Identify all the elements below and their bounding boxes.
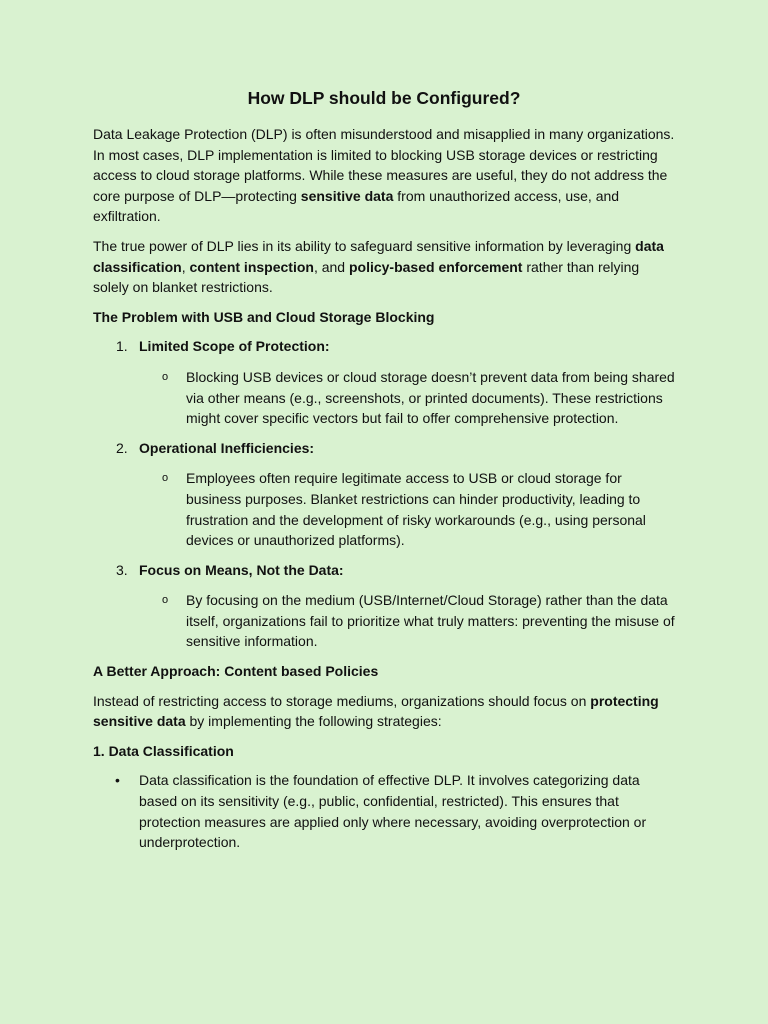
issue-title-text: Focus on Means, Not the Data:	[139, 561, 344, 578]
issue-number: 2.	[116, 439, 128, 456]
classification-text: Data classification is the foundation of effective DLP. It involves categorizing data based on its sensitivity (e.g., public, confidential, restricted). This ensures that protection measures are applied only where necessary, avoiding overprotection or underprotection.	[139, 772, 647, 851]
approach-text-1: Instead of restricting access to storage mediums, organizations should focus on	[93, 692, 591, 709]
hollow-bullet-icon: o	[162, 370, 169, 383]
issue-title-text: Operational Inefficiencies:	[139, 439, 315, 456]
power-bold-data-classification: data classification	[93, 237, 664, 275]
list-item	[93, 438, 675, 551]
issue-detail-text: Employees often require legitimate access to USB or cloud storage for business purposes. Blanket restrictions can hinder productivity, leading to frustration and the development of risky workarounds (e.g., using personal devices or unauthorized platforms).	[186, 470, 646, 549]
problem-heading: The Problem with USB and Cloud Storage Blocking	[93, 308, 435, 325]
intro-text-2: from unauthorized access, use, and exfiltration.	[93, 187, 620, 225]
issue-title-text: Limited Scope of Protection:	[139, 338, 330, 355]
intro-bold-sensitive-data: sensitive data	[300, 187, 394, 204]
issue-detail-text: Blocking USB devices or cloud storage doesn’t prevent data from being shared via other means (e.g., screenshots, or printed documents). These restrictions might cover specific vectors but fail to offer comprehensive protection.	[186, 368, 675, 427]
issue-detail-text: By focusing on the medium (USB/Internet/Cloud Storage) rather than the data itself, organizations fail to prioritize what truly matters: preventing the misuse of sensitive information.	[186, 592, 675, 650]
list-item	[93, 560, 675, 652]
issue-detail	[93, 367, 675, 429]
power-text-2: ,	[181, 258, 190, 275]
issue-title	[93, 560, 675, 581]
approach-heading: A Better Approach: Content based Policies	[93, 663, 379, 680]
classification-heading: 1. Data Classification	[93, 742, 234, 759]
issue-number: 1.	[116, 338, 128, 355]
approach-text-2: by implementing the following strategies:	[185, 713, 442, 730]
approach-bold-protecting: protecting sensitive data	[93, 692, 659, 730]
issue-detail	[93, 468, 675, 550]
intro-text-1: Data Leakage Protection (DLP) is often misunderstood and misapplied in many organizations. In most cases, DLP implementation is limited to blocking USB storage devices or restricting access to cloud storage platforms. While these measures are useful, they do not address the core purpose of DLP—protecting	[93, 126, 675, 204]
approach-paragraph	[93, 691, 675, 732]
issues-list	[93, 336, 675, 652]
hollow-bullet-icon: o	[162, 594, 169, 607]
power-bold-policy-enforcement: policy-based enforcement	[348, 258, 523, 275]
intro-paragraph	[93, 124, 675, 227]
power-paragraph	[93, 236, 675, 298]
power-bold-content-inspection: content inspection	[189, 258, 314, 275]
power-text-1: The true power of DLP lies in its ability to safeguard sensitive information by leveraging	[93, 237, 636, 254]
document-title: How DLP should be Configured?	[247, 88, 521, 108]
issue-detail	[93, 590, 675, 652]
issue-number: 3.	[116, 561, 128, 578]
power-text-4: rather than relying solely on blanket restrictions.	[93, 258, 640, 296]
list-item	[93, 336, 675, 428]
power-text-3: , and	[313, 258, 349, 275]
bullet-icon: •	[115, 772, 120, 789]
classification-item	[93, 770, 675, 852]
issue-title	[93, 438, 675, 459]
hollow-bullet-icon: o	[162, 472, 169, 485]
issue-title	[93, 336, 675, 357]
